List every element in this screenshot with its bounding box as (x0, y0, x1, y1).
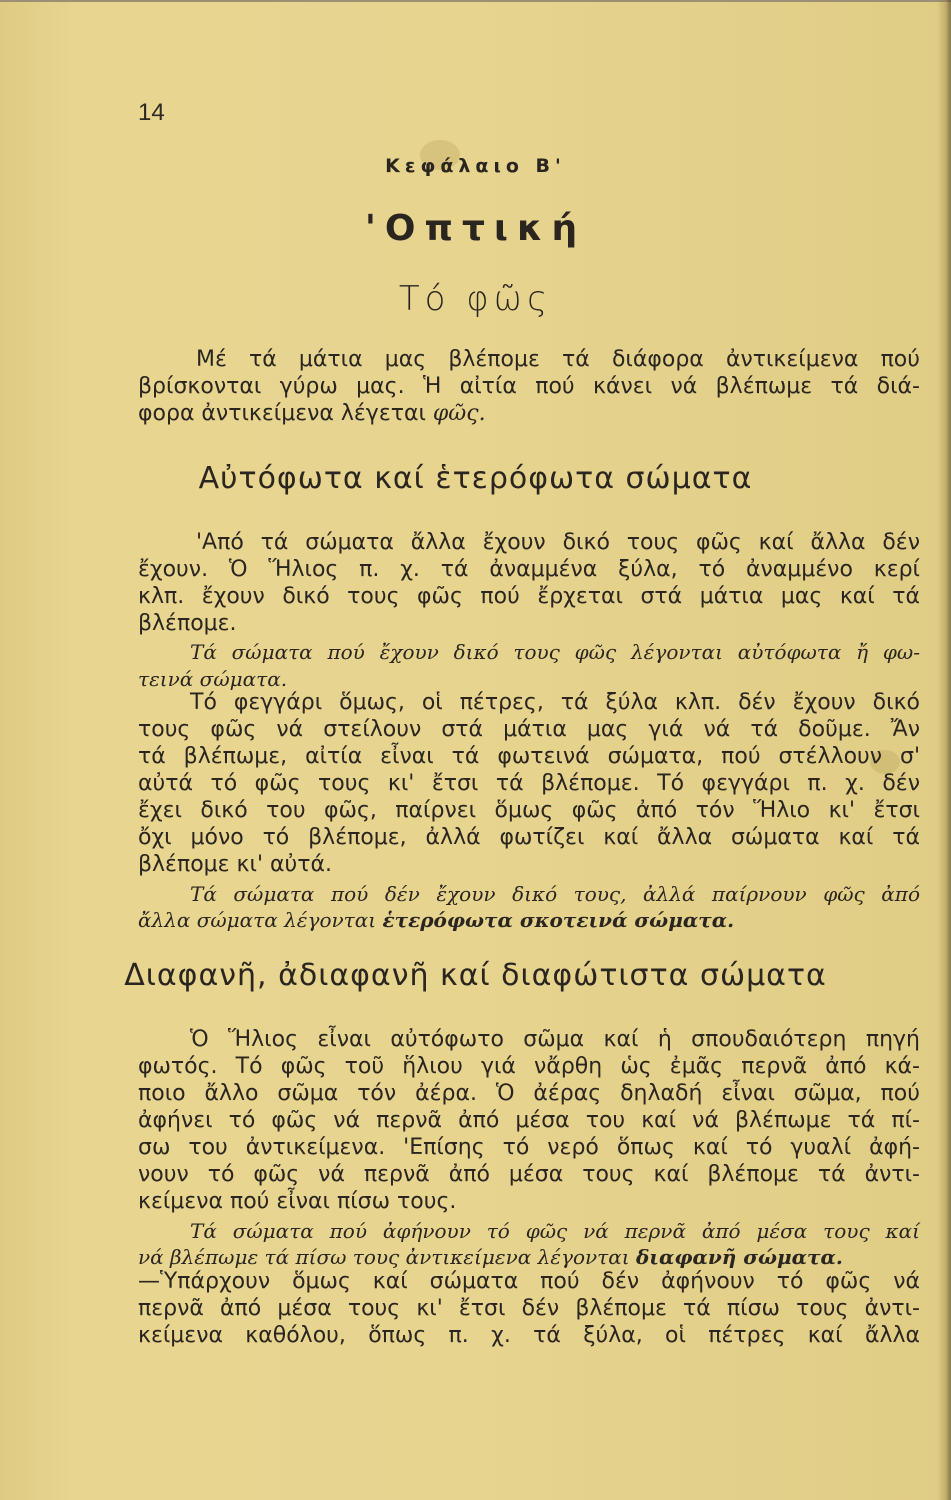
page-title: 'Οπτική (364, 208, 587, 249)
definition-line: Τά σώματα πού ἔχουν δικό τους φῶς λέγονται αὐτόφωτα ἤ φω- (190, 640, 920, 664)
paragraph-line: φωτός. Τό φῶς τοῦ ἥλιου γιά νἄρθη ὡς ἐμᾶς περνᾶ ἀπό κά- (138, 1054, 920, 1079)
definition-line: τεινά σώματα. (138, 667, 288, 691)
definition-line: Τά σώματα πού ἀφήνουν τό φῶς νά περνᾶ ἀπό μέσα τους καί (190, 1219, 920, 1243)
paragraph-line: αὐτά τό φῶς τους κι' ἔτσι τά βλέπομε. Τό φεγγάρι π. χ. δέν (138, 771, 920, 796)
definition-line: Τά σώματα πού δέν ἔχουν δικό τους, ἀλλά παίρνουν φῶς ἀπό (190, 882, 920, 906)
paragraph-line: τά βλέπωμε, αἰτία εἶναι τά φωτεινά σώματα, πού στέλλουν σ' (138, 744, 920, 769)
term-heteroluminous: ἑτερόφωτα σκοτεινά σώματα. (382, 908, 735, 932)
paragraph-line: Τό φεγγάρι ὅμως, οἱ πέτρες, τά ξύλα κλπ. δέν ἔχουν δικό (190, 690, 920, 715)
paragraph-line (138, 401, 920, 427)
term-light: φῶς. (432, 401, 486, 426)
paragraph-line: κείμενα καθόλου, ὅπως π. χ. τά ξύλα, οἱ πέτρες καί ἄλλα (138, 1323, 920, 1348)
line-text: ἄλλα σώματα λέγονται (138, 908, 377, 932)
paragraph-line: ἀφήνει τό φῶς νά περνᾶ ἀπό μέσα του καί νά βλέπωμε τά πί- (138, 1108, 920, 1133)
paragraph-line: σω του ἀντικείμενα. 'Επίσης τό νερό ὅπως καί τό γυαλί ἀφή- (138, 1135, 920, 1160)
paragraph-line: τους φῶς νά στείλουν στά μάτια μας γιά νά τά δοῦμε. Ἄν (138, 717, 920, 742)
paragraph-line: ἔχουν. Ὁ Ἥλιος π. χ. τά ἀναμμένα ξύλα, τό ἀναμμένο κερί (138, 557, 920, 582)
definition-line (138, 1244, 920, 1270)
paragraph-line: ἔχει δικό του φῶς, παίρνει ὅμως φῶς ἀπό τόν Ἥλιο κι' ἔτσι (138, 798, 920, 823)
paragraph-line: περνᾶ ἀπό μέσα τους κι' ἔτσι δέν βλέπομε τά πίσω τους ἀντι- (138, 1296, 920, 1321)
chapter-label: Κεφάλαιο Β' (385, 155, 566, 177)
paragraph-line: Ὁ Ἥλιος εἶναι αὐτόφωτο σῶμα καί ἡ σπουδαιότερη πηγή (190, 1027, 920, 1052)
paragraph-line: —Ὑπάρχουν ὅμως καί σώματα πού δέν ἀφήνουν τό φῶς νά (138, 1269, 920, 1294)
page-top-edge (0, 0, 951, 2)
paragraph-line: βρίσκονται γύρω μας. Ἡ αἰτία πού κάνει νά βλέπωμε τά διά- (138, 374, 920, 399)
section-heading-transparent: Διαφανῆ, ἀδιαφανῆ καί διαφώτιστα σώματα (124, 958, 827, 993)
paragraph-line: κείμενα πού εἶναι πίσω τους. (138, 1189, 457, 1214)
paragraph-line: 'Από τά σώματα ἄλλα ἔχουν δικό τους φῶς καί ἄλλα δέν (196, 530, 920, 555)
paragraph-line: νουν τό φῶς νά περνᾶ ἀπό μέσα τους καί βλέπομε τά ἀντι- (138, 1162, 920, 1187)
paragraph-line: βλέπομε κι' αὐτά. (138, 852, 332, 877)
paragraph-line: ποιο ἄλλο σῶμα τόν ἀέρα. Ὁ ἀέρας δηλαδή εἶναι σῶμα, πού (138, 1081, 920, 1106)
line-text: νά βλέπωμε τά πίσω τους ἀντικείμενα λέγονται (138, 1245, 630, 1269)
page-number: 14 (138, 99, 165, 126)
line-text: φορα ἀντικείμενα λέγεται (138, 401, 426, 426)
section-heading-selfluminous: Αὐτόφωτα καί ἑτερόφωτα σώματα (198, 461, 753, 496)
paragraph-line: βλέπομε. (138, 611, 237, 636)
definition-line (138, 907, 920, 933)
term-transparent: διαφανῆ σώματα. (635, 1245, 843, 1269)
paragraph-line: ὄχι μόνο τό βλέπομε, ἀλλά φωτίζει καί ἄλλα σώματα καί τά (138, 825, 920, 850)
paragraph-line: κλπ. ἔχουν δικό τους φῶς πού ἔρχεται στά μάτια μας καί τά (138, 584, 920, 609)
page-subtitle: Τό φῶς (398, 279, 553, 319)
paragraph-line: Μέ τά μάτια μας βλέπομε τά διάφορα ἀντικείμενα πού (196, 347, 920, 372)
